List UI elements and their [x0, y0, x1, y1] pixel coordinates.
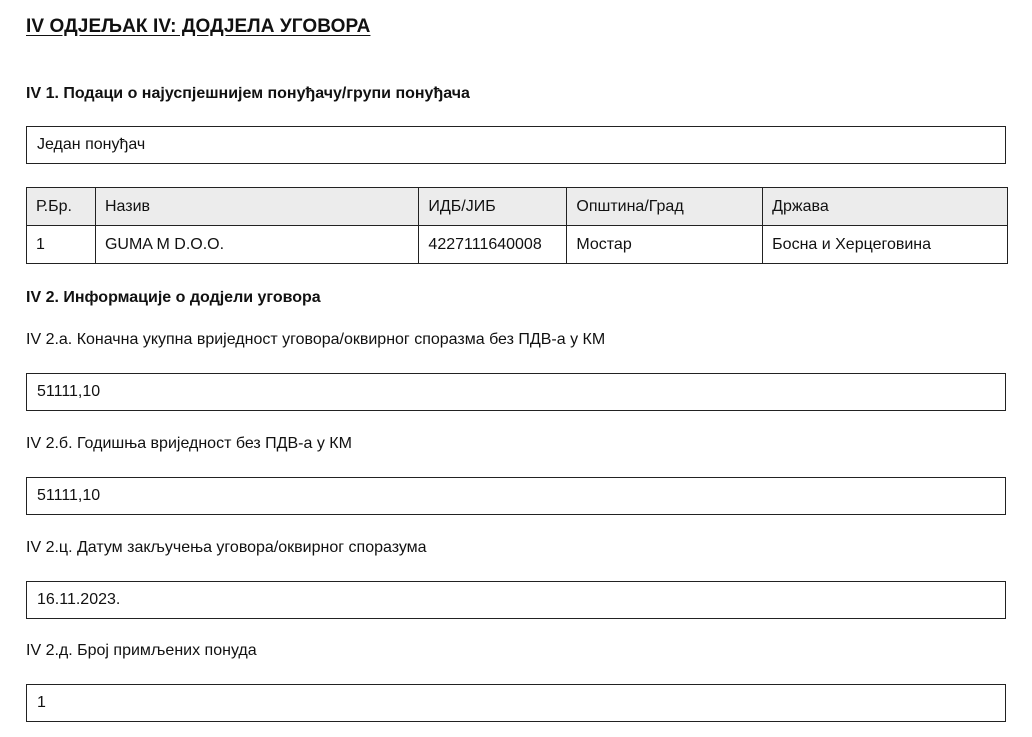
section-title: IV ОДЈЕЉАК IV: ДОДЈЕЛА УГОВОРА [26, 16, 371, 37]
iv2a-value-field: 51111,10 [26, 373, 1006, 411]
cell-municipality: Мостар [567, 226, 763, 264]
bidder-type-field: Један понуђач [26, 126, 1006, 164]
iv2c-value-field: 16.11.2023. [26, 581, 1006, 619]
iv1-heading: IV 1. Подаци о најуспјешнијем понуђачу/групи понуђача [26, 85, 470, 102]
iv2b-value-field: 51111,10 [26, 477, 1006, 515]
cell-id: 4227111640008 [419, 226, 567, 264]
iv2c-label: IV 2.ц. Датум закључења уговора/оквирног споразума [26, 539, 427, 556]
cell-country: Босна и Херцеговина [763, 226, 1008, 264]
col-header-number: Р.Бр. [27, 188, 96, 226]
iv2b-label: IV 2.б. Годишња вриједност без ПДВ-а у КМ [26, 435, 352, 452]
col-header-id: ИДБ/ЈИБ [419, 188, 567, 226]
col-header-municipality: Општина/Град [567, 188, 763, 226]
cell-name: GUMA M D.O.O. [95, 226, 418, 264]
iv2d-value-field: 1 [26, 684, 1006, 722]
col-header-name: Назив [95, 188, 418, 226]
supplier-table [26, 187, 1008, 264]
table-header-row [27, 188, 1008, 226]
iv2d-label: IV 2.д. Број примљених понуда [26, 642, 257, 659]
col-header-country: Држава [763, 188, 1008, 226]
iv2-heading: IV 2. Информације о додјели уговора [26, 289, 321, 306]
table-row [27, 226, 1008, 264]
iv2a-label: IV 2.а. Коначна укупна вриједност уговора/оквирног споразма без ПДВ-а у КМ [26, 331, 606, 348]
cell-number: 1 [27, 226, 96, 264]
